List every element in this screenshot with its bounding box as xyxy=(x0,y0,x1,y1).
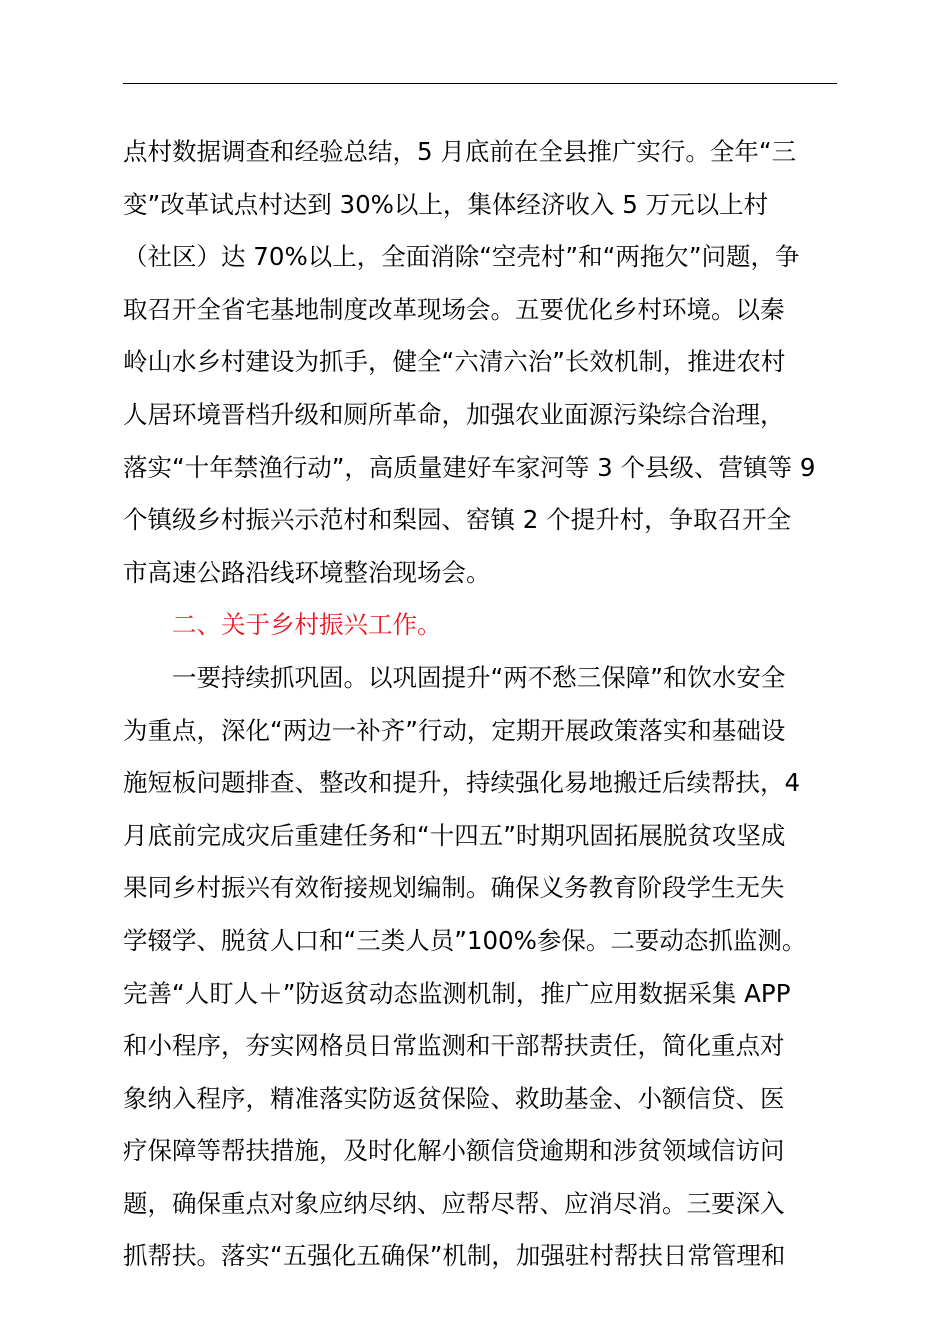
text-line: 变”改革试点村达到 30%以上，集体经济收入 5 万元以上村 xyxy=(123,189,769,219)
text-line: 岭山水乡村建设为抓手，健全“六清六治”长效机制，推进农村 xyxy=(123,347,786,377)
text-line: 落实“十年禁渔行动”，高质量建好车家河等 3 个县级、营镇等 9 xyxy=(123,452,816,482)
text-line: 和小程序，夯实网格员日常监测和干部帮扶责任，简化重点对 xyxy=(123,1031,785,1061)
paragraph-first-line: 一要持续抓巩固。以巩固提升“两不愁三保障”和饮水安全 xyxy=(172,662,786,692)
text-line: 市高速公路沿线环境整治现场会。 xyxy=(123,557,491,587)
text-line: 疗保障等帮扶措施，及时化解小额信贷逾期和涉贫领域信访问 xyxy=(123,1136,785,1166)
text-line: 完善“人盯人＋”防返贫动态监测机制，推广应用数据采集 APP xyxy=(123,978,791,1008)
text-line: 题，确保重点对象应纳尽纳、应帮尽帮、应消尽消。三要深入 xyxy=(123,1188,785,1218)
text-line: 为重点，深化“两边一补齐”行动，定期开展政策落实和基础设 xyxy=(123,715,786,745)
text-line: 施短板问题排查、整改和提升，持续强化易地搬迁后续帮扶，4 xyxy=(123,768,801,798)
body-text xyxy=(123,126,843,1283)
text-line: 个镇级乡村振兴示范村和梨园、窑镇 2 个提升村，争取召开全 xyxy=(123,505,792,535)
text-line: 果同乡村振兴有效衔接规划编制。确保义务教育阶段学生无失 xyxy=(123,873,785,903)
text-line: 月底前完成灾后重建任务和“十四五”时期巩固拓展脱贫攻坚成 xyxy=(123,820,786,850)
text-line: （社区）达 70%以上，全面消除“空壳村”和“两拖欠”问题，争 xyxy=(123,242,800,272)
text-line: 取召开全省宅基地制度改革现场会。五要优化乡村环境。以秦 xyxy=(123,294,785,324)
text-line: 抓帮扶。落实“五强化五确保”机制，加强驻村帮扶日常管理和 xyxy=(123,1241,786,1271)
text-line: 人居环境晋档升级和厕所革命，加强农业面源污染综合治理， xyxy=(123,399,785,429)
text-line: 学辍学、脱贫人口和“三类人员”100%参保。二要动态抓监测。 xyxy=(123,925,807,955)
text-line: 象纳入程序，精准落实防返贫保险、救助基金、小额信贷、医 xyxy=(123,1083,785,1113)
text-line: 点村数据调查和经验总结，5 月底前在全县推广实行。全年“三 xyxy=(123,137,797,166)
header-rule xyxy=(123,83,837,84)
section-heading: 二、关于乡村振兴工作。 xyxy=(172,610,442,640)
